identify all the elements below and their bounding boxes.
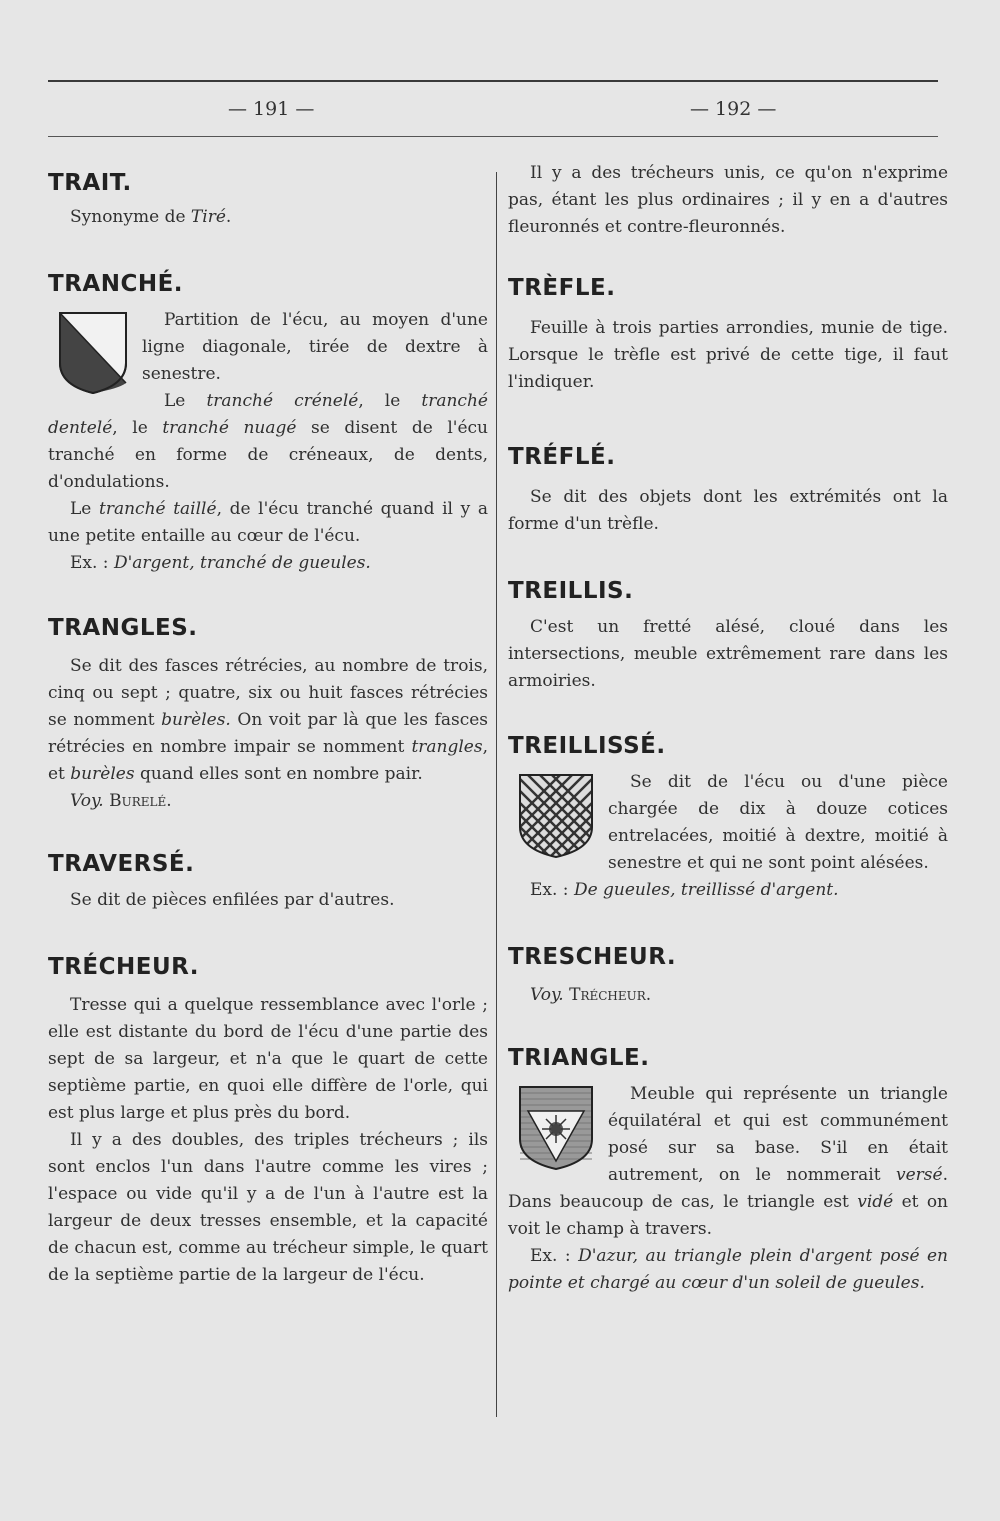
- entry-trangles: [48, 615, 488, 815]
- entry-text: Feuille à trois parties arrondies, munie de tige. Lorsque le trèfle est privé de cette tige, il faut l'indiquer.: [508, 318, 948, 392]
- entry-text: Partition de l'écu, au moyen d'une ligne diagonale, tirée de dextre à senestre.: [142, 310, 488, 384]
- continued-text: Il y a des trécheurs unis, ce qu'on n'exprime pas, étant les plus ordinaires ; il y en a d'autres fleuronnés et contre-fleuronnés.: [508, 163, 948, 237]
- entry-treillis: [508, 578, 948, 695]
- entry-trecheur: [48, 954, 488, 1289]
- entry-trait: [48, 170, 488, 231]
- right-column: [508, 160, 948, 1297]
- entry-text: Tresse qui a quelque ressemblance avec l'orle ; elle est distante du bord de l'écu d'une partie des sept de sa largeur, et n'a que le quart de cette septième partie, en quoi elle diffère de l'orle, qui est plus large et plus près du bord.: [48, 995, 488, 1123]
- entry-example: Ex. : D'argent, tranché de gueules.: [70, 553, 371, 573]
- entry-traverse: [48, 851, 488, 914]
- page-number-right: — 192 —: [690, 98, 777, 120]
- entry-text: Se dit des objets dont les extrémités ont la forme d'un trèfle.: [508, 487, 948, 534]
- entry-text: Il y a des doubles, des triples trécheurs ; ils sont enclos l'un dans l'autre comme les vires ; l'espace ou vide qu'il y a de l'un à l'autre est la largeur de deux tresses ensemble, et la capacité de chacun est, comme au trécheur simple, le quart de la septième partie de la largeur de l'écu.: [48, 1130, 488, 1285]
- entry-example: Ex. : De gueules, treillissé d'argent.: [530, 880, 839, 900]
- entry-title: TRÈFLE.: [508, 275, 616, 301]
- shield-treillisse-icon: [518, 773, 594, 859]
- entry-see-also: Voy. Trécheur.: [530, 985, 652, 1005]
- entry-text: Le tranché crénelé, le tranché dentelé, le tranché nuagé se disent de l'écu tranché en forme de créneaux, de dents, d'ondulations.: [48, 391, 488, 492]
- shield-tranche-icon: [58, 311, 128, 395]
- header-rule-top: [48, 80, 938, 82]
- entry-triangle: [508, 1045, 948, 1297]
- entry-title: TRÉFLÉ.: [508, 444, 616, 470]
- entry-title: TRIANGLE.: [508, 1045, 650, 1071]
- entry-title: TRESCHEUR.: [508, 944, 677, 970]
- entry-title: TRAVERSÉ.: [48, 851, 195, 877]
- entry-trefle2: [508, 444, 948, 538]
- entry-text: Se dit de l'écu ou d'une pièce chargée de dix à douze cotices entrelacées, moitié à dextre, moitié à senestre et qui ne sont point alésées.: [608, 772, 948, 873]
- page-number-left: — 191 —: [228, 98, 315, 120]
- shield-triangle-icon: [518, 1085, 594, 1171]
- left-column: [48, 160, 488, 1289]
- entry-treillisse: [508, 733, 948, 904]
- column-divider: [496, 172, 497, 1417]
- entry-text: Le tranché taillé, de l'écu tranché quand il y a une petite entaille au cœur de l'écu.: [48, 499, 488, 546]
- entry-title: TREILLISSÉ.: [508, 733, 666, 759]
- entry-tranche: [48, 271, 488, 577]
- entry-text: C'est un fretté alésé, cloué dans les intersections, meuble extrêmement rare dans les armoiries.: [508, 617, 948, 691]
- entry-title: TRANGLES.: [48, 615, 198, 641]
- entry-title: TRAIT.: [48, 170, 132, 196]
- entry-text: Se dit de pièces enfilées par d'autres.: [70, 890, 395, 910]
- entry-trefle: [508, 275, 948, 396]
- entry-text: Se dit des fasces rétrécies, au nombre de trois, cinq ou sept ; quatre, six ou huit fasces rétrécies se nomment burèles. On voit par là que les fasces rétrécies en nombre impair se nomment trangles, et burèles quand elles sont en nombre pair.: [48, 656, 489, 784]
- entry-text: Meuble qui représente un triangle équilatéral et qui est communément posé sur sa base. S'il en était autrement, on le nommerait versé. Dans beaucoup de cas, le triangle est vidé et on voit le champ à travers.: [508, 1084, 949, 1239]
- entry-trescheur: [508, 944, 948, 1009]
- entry-title: TREILLIS.: [508, 578, 634, 604]
- entry-see-also: Voy. Burelé.: [70, 791, 172, 811]
- entry-example: Ex. : D'azur, au triangle plein d'argent posé en pointe et chargé au cœur d'un soleil de gueules.: [508, 1246, 949, 1293]
- header-rule-bottom: [48, 136, 938, 137]
- entry-text: Synonyme de Tiré.: [70, 207, 232, 227]
- entry-title: TRÉCHEUR.: [48, 954, 200, 980]
- entry-title: TRANCHÉ.: [48, 271, 184, 297]
